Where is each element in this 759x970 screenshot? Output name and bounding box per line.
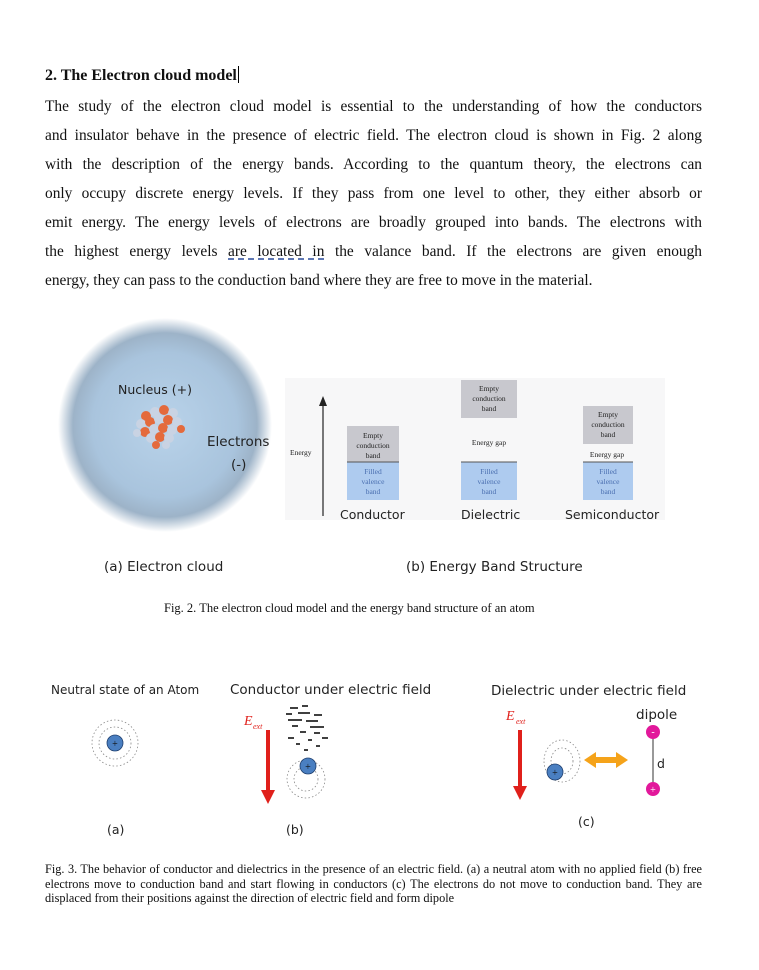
text-cursor	[238, 66, 239, 83]
electrons-label: Electrons	[207, 434, 270, 450]
fig3-title-b: Conductor under electric field	[230, 682, 432, 698]
band-label: valence	[361, 477, 385, 486]
band-label: Filled	[364, 467, 382, 476]
energy-axis-label: Energy	[290, 448, 312, 457]
band-label: Filled	[599, 467, 617, 476]
band-label: Empty	[363, 431, 383, 440]
band-label: band	[365, 451, 381, 460]
fig3-title-c: Dielectric under electric field	[491, 683, 687, 699]
dipole-label: dipole	[636, 707, 678, 723]
field-arrow-head-icon	[261, 790, 275, 804]
electrons-charge-label: (-)	[231, 457, 247, 473]
paragraph-line: only occupy discrete energy levels. If they pass from one level to other, they either absorb or	[45, 185, 702, 202]
semiconductor-label: Semiconductor	[565, 507, 660, 522]
paragraph-line: with the description of the energy bands. According to the quantum theory, the electrons can	[45, 156, 702, 173]
band-label: Empty	[479, 384, 499, 393]
e-ext-label: E	[244, 714, 253, 729]
band-label: conduction	[472, 394, 506, 403]
band-label: Filled	[480, 467, 498, 476]
fig3-label-b: (b)	[286, 822, 304, 837]
e-ext-subscript: ext	[253, 722, 263, 731]
free-electrons	[286, 706, 328, 750]
plus-sign: +	[305, 762, 311, 773]
energy-band-diagram	[285, 378, 665, 520]
plus-sign: +	[112, 739, 118, 750]
double-arrow-icon	[584, 752, 628, 768]
band-label: conduction	[356, 441, 390, 450]
fig3-label-c: (c)	[578, 814, 595, 829]
paragraph-line: emit energy. The energy levels of electrons are broadly grouped into bands. The electrons with	[45, 214, 702, 231]
plus-sign: +	[650, 785, 656, 796]
band-label: valence	[596, 477, 620, 486]
fig3-caption: Fig. 3. The behavior of conductor and dielectrics in the presence of an electric field. (a) a neutral atom with no applied field (b) free electrons move to conduction band and start flowing in conductors (c) The electrons do not move to conduction band. They are displaced from their positions against the direction of electric field and form dipole	[45, 862, 702, 906]
band-label: valence	[477, 477, 501, 486]
fig2-caption: Fig. 2. The electron cloud model and the energy band structure of an atom	[164, 601, 535, 615]
paragraph-line	[45, 237, 702, 266]
band-label: band	[365, 487, 381, 496]
conductor-label: Conductor	[340, 507, 405, 522]
field-arrow-head-icon	[513, 786, 527, 800]
text-run: the valance band. If the electrons are given enough	[324, 243, 702, 260]
conductor-field-diagram	[240, 700, 350, 810]
paragraph-line: and insulator behave in the presence of electric field. The electron cloud is shown in Fig. 2 along	[45, 127, 702, 144]
energy-gap-label: Energy gap	[471, 438, 507, 447]
subfigure-b-label: (b) Energy Band Structure	[406, 559, 583, 575]
minus-sign: -	[651, 727, 655, 738]
nucleus-label: Nucleus (+)	[118, 382, 192, 397]
band-label: band	[481, 404, 497, 413]
section-heading	[45, 66, 239, 85]
body-paragraph	[45, 92, 702, 295]
electron-cloud-diagram	[58, 318, 273, 533]
section-title: 2. The Electron cloud model	[45, 67, 237, 84]
e-ext-subscript: ext	[516, 717, 526, 726]
band-label: band	[600, 430, 616, 439]
neutral-atom-diagram	[88, 716, 142, 770]
dipole-length-label: d	[657, 756, 665, 771]
band-label: band	[600, 487, 616, 496]
subfigure-a-label: (a) Electron cloud	[104, 559, 224, 575]
text-run: the highest energy levels	[45, 243, 229, 260]
paragraph-line: energy, they can pass to the conduction band where they are free to move in the material.	[45, 272, 593, 289]
plus-sign: +	[552, 768, 558, 779]
paragraph-line: The study of the electron cloud model is essential to the understanding of how the conductors	[45, 98, 702, 115]
fig3-title-a: Neutral state of an Atom	[51, 683, 200, 697]
band-label: band	[481, 487, 497, 496]
band-label: Empty	[598, 410, 618, 419]
e-ext-label: E	[506, 709, 515, 724]
fig3-label-a: (a)	[107, 822, 125, 837]
grammar-flagged-text: are located in	[228, 243, 325, 260]
dielectric-label: Dielectric	[461, 507, 521, 522]
energy-gap-label: Energy gap	[589, 450, 625, 459]
band-label: conduction	[591, 420, 625, 429]
